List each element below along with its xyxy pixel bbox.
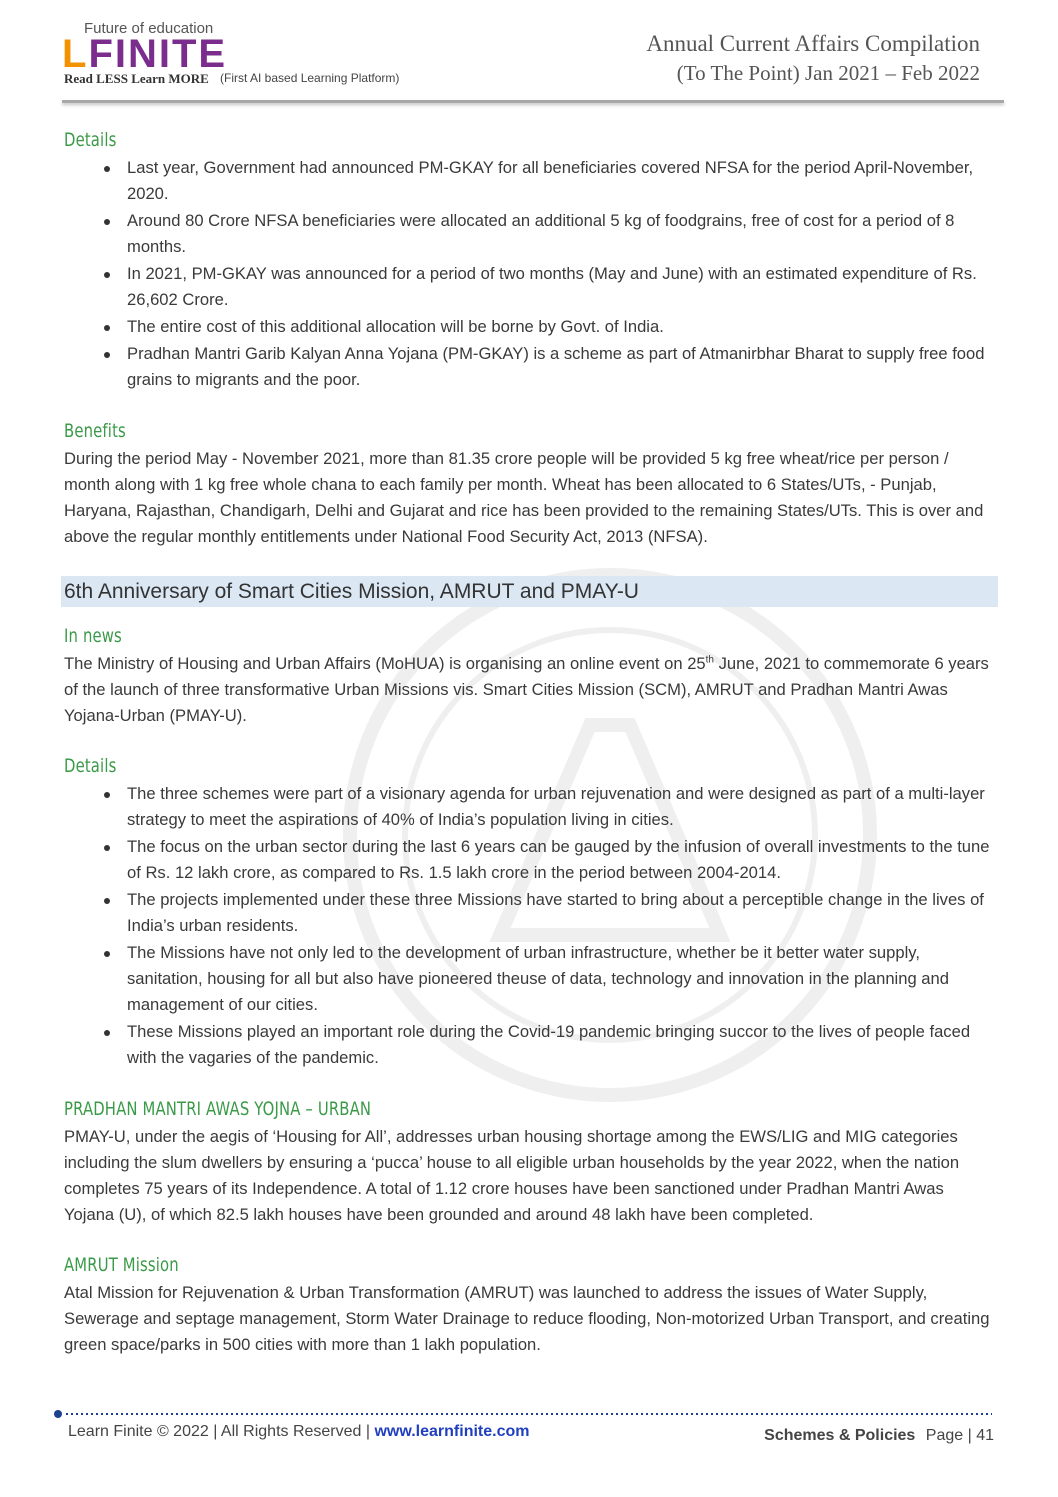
bullet-icon [104, 219, 110, 225]
footer-section-name: Schemes & Policies [764, 1427, 916, 1444]
logo-subtitle: Read LESS Learn MORE [64, 71, 209, 86]
list-item: The three schemes were part of a visionary agenda for urban rejuvenation and were designed as part of a multi-layer strategy to meet the aspirations of 40% of India’s population living in cities. [64, 781, 994, 833]
document-title-line2: (To The Point) Jan 2021 – Feb 2022 [676, 61, 980, 85]
benefits-heading: Benefits [64, 420, 126, 442]
bullet-icon [104, 951, 110, 957]
logo-letters: FINITE [88, 32, 228, 76]
logo-tagline: Future of education [84, 20, 214, 37]
list-item: The entire cost of this additional allocation will be borne by Govt. of India. [64, 314, 994, 340]
bullet-icon [104, 898, 110, 904]
list-item: The Missions have not only led to the development of urban infrastructure, whether be it better water supply, sanitation, housing for all but also have pioneered theuse of data, technology and innovation in the planning and management of our cities. [64, 940, 994, 1018]
bullet-icon [104, 166, 110, 172]
logo-letter-l: L [62, 32, 89, 76]
in-news-paragraph: The Ministry of Housing and Urban Affairs (MoHUA) is organising an online event on 25th June, 2021 to commemorate 6 years of the launch of three transformative Urban Missions vis. Smart Cities Mission (SCM), AMRUT and Pradhan Mantri Awas Yojana-Urban (PMAY-U). [64, 654, 989, 725]
details-list-2 [64, 781, 994, 1071]
page-number: Page | 41 [925, 1427, 994, 1444]
page-header [0, 0, 1058, 110]
list-item: Last year, Government had announced PM-GKAY for all beneficiaries covered NFSA for the period April-November, 2020. [64, 155, 994, 207]
benefits-paragraph: During the period May - November 2021, more than 81.35 crore people will be provided 5 kg free wheat/rice per person / month along with 1 kg free whole chana to each family per month. Wheat has been allocated to 6 States/UTs, - Punjab, Haryana, Rajasthan, Chandigarh, Delhi and Gujarat and rice has been provided to the remaining States/UTs. This is over and above the regular monthly entitlements under National Food Security Act, 2013 (NFSA). [64, 449, 984, 546]
list-item: Pradhan Mantri Garib Kalyan Anna Yojana (PM-GKAY) is a scheme as part of Atmanirbhar Bharat to supply free food grains to migrants and the poor. [64, 341, 994, 393]
section-title-band [61, 576, 998, 607]
pmay-heading: PRADHAN MANTRI AWAS YOJNA – URBAN [64, 1098, 372, 1120]
details-heading: Details [64, 129, 117, 151]
logo-wordmark [62, 34, 227, 74]
footer-copyright: Learn Finite © 2022 | All Rights Reserved | www.learnfinite.com [68, 1423, 530, 1440]
footer-dotted-divider [54, 1409, 994, 1419]
amrut-heading: AMRUT Mission [64, 1254, 179, 1276]
details-heading-2: Details [64, 755, 117, 777]
bullet-icon [104, 325, 110, 331]
pmay-paragraph: PMAY-U, under the aegis of ‘Housing for All’, addresses urban housing shortage among the EWS/LIG and MIG categories including the slum dwellers by ensuring a ‘pucca’ house to all eligible urban households by the year 2022, when the nation completes 75 years of its Independence. A total of 1.12 crore houses have been sanctioned under Pradhan Mantri Awas Yojana (U), of which 82.5 lakh houses have been grounded and around 48 lakh have been completed. [64, 1127, 960, 1224]
logo-note: (First AI based Learning Platform) [220, 71, 400, 85]
in-news-heading: In news [64, 625, 122, 647]
section-title: 6th Anniversary of Smart Cities Mission, AMRUT and PMAY-U [64, 580, 639, 603]
details-list [64, 155, 994, 393]
list-item: In 2021, PM-GKAY was announced for a period of two months (May and June) with an estimated expenditure of Rs. 26,602 Crore. [64, 261, 994, 313]
footer-page-info [764, 1427, 994, 1445]
website-link[interactable]: www.learnfinite.com [374, 1423, 530, 1440]
bullet-icon [104, 272, 110, 278]
list-item: Around 80 Crore NFSA beneficiaries were allocated an additional 5 kg of foodgrains, free of cost for a period of 8 months. [64, 208, 994, 260]
learnfinite-logo [62, 20, 422, 90]
bullet-icon [104, 352, 110, 358]
document-title [646, 30, 980, 88]
header-divider [62, 100, 1004, 103]
bullet-icon [104, 1030, 110, 1036]
list-item: The projects implemented under these three Missions have started to bring about a perceptible change in the lives of India’s urban residents. [64, 887, 994, 939]
bullet-icon [104, 845, 110, 851]
list-item: The focus on the urban sector during the last 6 years can be gauged by the infusion of overall investments to the tune of Rs. 12 lakh crore, as compared to Rs. 1.5 lakh crore in the period between 2004-2014. [64, 834, 994, 886]
bullet-icon [104, 792, 110, 798]
page-content [64, 125, 994, 1358]
amrut-paragraph: Atal Mission for Rejuvenation & Urban Transformation (AMRUT) was launched to address the issues of Water Supply, Sewerage and septage management, Storm Water Drainage to reduce flooding, Non-motorized Urban Transport, and creating green space/parks in 500 cities with more than 1 lakh population. [64, 1283, 990, 1354]
list-item: These Missions played an important role during the Covid-19 pandemic bringing succor to the lives of people faced with the vagaries of the pandemic. [64, 1019, 994, 1071]
document-title-line1: Annual Current Affairs Compilation [646, 31, 980, 56]
